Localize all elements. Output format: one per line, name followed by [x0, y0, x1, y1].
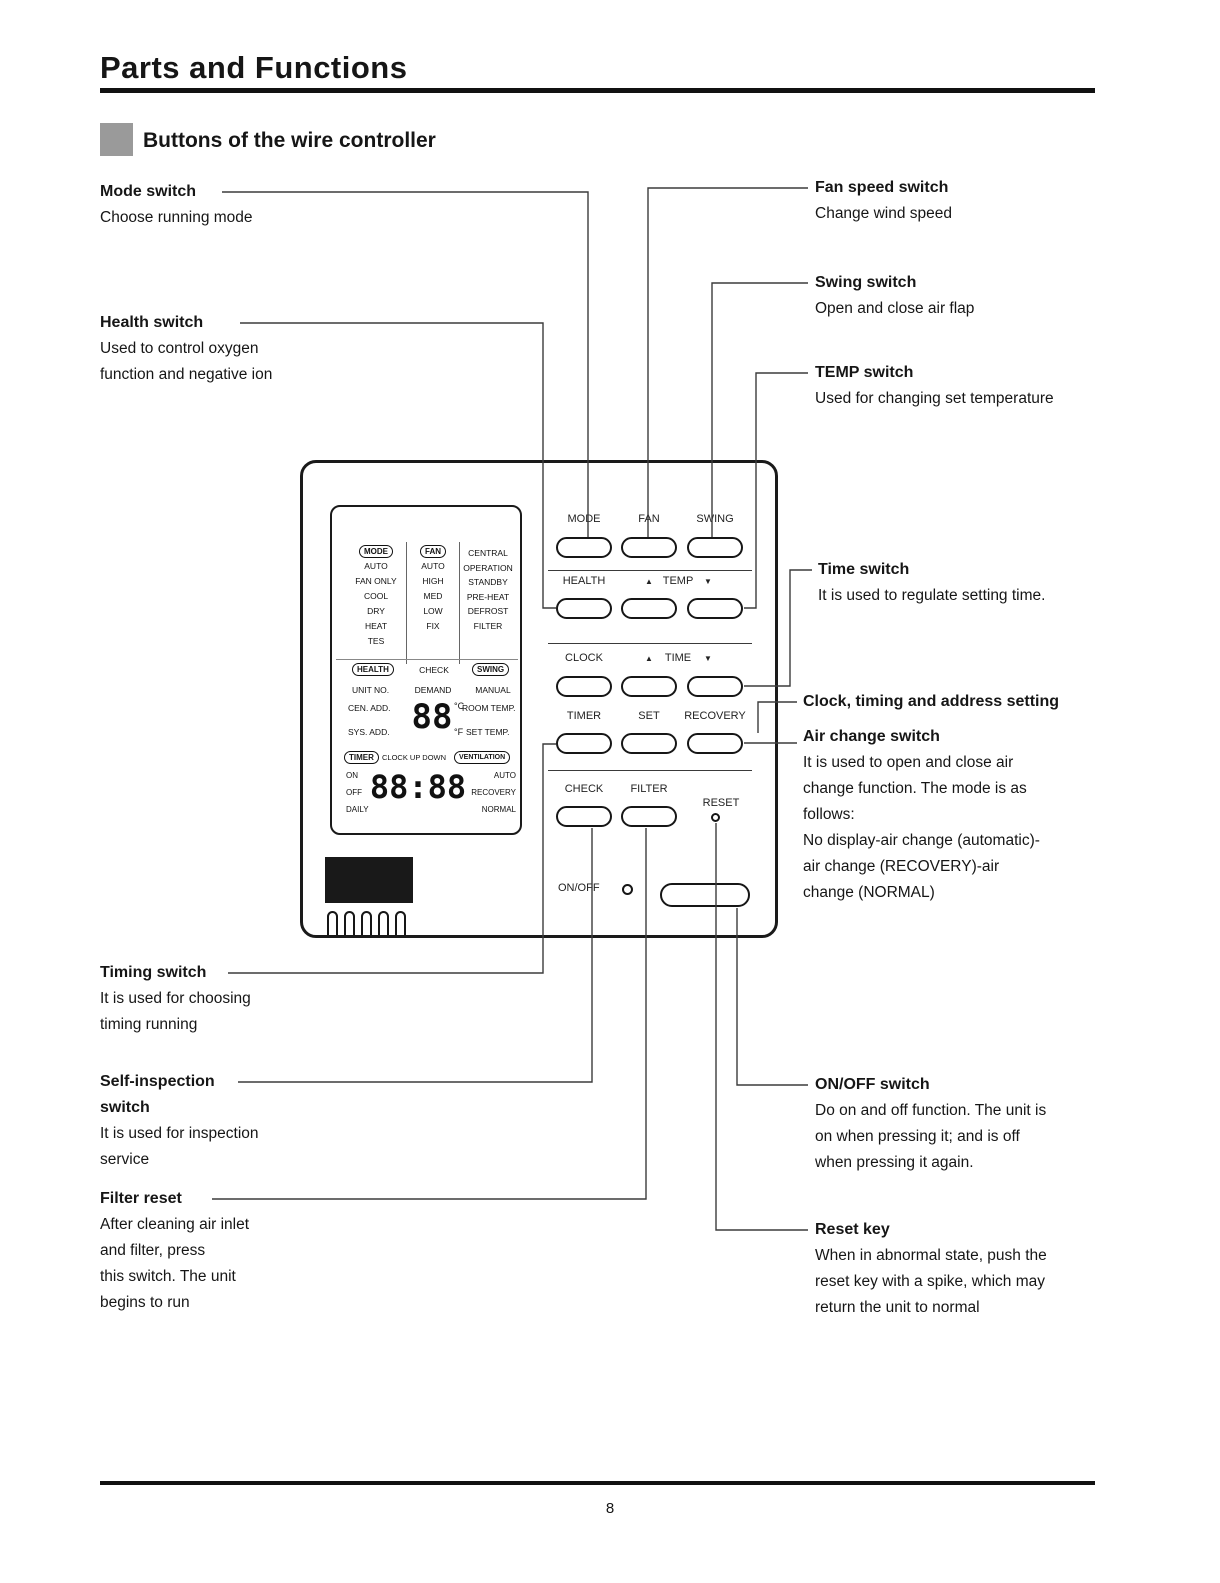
lcd-mode-column: MODE AUTO FAN ONLY COOL DRY HEAT TES — [355, 547, 397, 646]
controller-brand-plate — [325, 857, 413, 903]
lcd-set-temp-label: SET TEMP. — [466, 727, 510, 737]
lcd-divider — [459, 542, 460, 664]
lcd-time-digits: 88:88 — [369, 768, 467, 806]
lcd-display — [330, 505, 522, 835]
callout-title: Time switch — [818, 561, 910, 578]
time-down-button — [687, 676, 743, 697]
callout-title: Reset key — [815, 1221, 890, 1238]
callout-clock-setting — [803, 689, 1059, 715]
lcd-off-label: OFF — [346, 788, 362, 797]
recovery-button — [687, 733, 743, 754]
filter-button — [621, 806, 677, 827]
page-number: 8 — [605, 1500, 615, 1517]
filter-button-label: FILTER — [630, 783, 668, 795]
page-title: Parts and Functions — [100, 50, 408, 85]
lcd-deg-c: °C — [454, 701, 465, 711]
lcd-mode-badge: MODE — [359, 545, 393, 558]
lcd-divider — [406, 542, 407, 664]
check-button — [556, 806, 612, 827]
vent-slot — [344, 911, 355, 935]
lcd-timer-badge: TIMER — [344, 751, 379, 764]
footer-rule — [100, 1481, 1095, 1485]
lcd-room-temp-label: ROOM TEMP. — [462, 703, 516, 713]
lcd-check-label: CHECK — [419, 665, 449, 675]
callout-title: Clock, timing and address setting — [803, 693, 1060, 710]
timer-button — [556, 733, 612, 754]
callout-temp-switch: TEMP switch Used for changing set temperature — [815, 360, 1054, 412]
health-button-label: HEALTH — [562, 575, 606, 587]
lcd-fan-column: FAN AUTO HIGH MED LOW FIX — [421, 547, 445, 631]
lcd-auto-label: AUTO — [493, 771, 516, 780]
time-up-arrow-icon: ▲ — [645, 654, 653, 663]
callout-title: Health switch — [100, 314, 204, 331]
timer-button-label: TIMER — [566, 710, 602, 722]
temp-up-arrow-icon: ▲ — [645, 577, 653, 586]
callout-self-inspection-switch: Self-inspection switch It is used for inspection service — [100, 1069, 259, 1173]
lcd-ventilation-badge: VENTILATION — [454, 751, 510, 764]
lcd-fan-badge: FAN — [420, 545, 446, 558]
callout-title: Filter reset — [100, 1190, 182, 1207]
callout-title: Self-inspection — [100, 1073, 215, 1090]
time-button-label: TIME — [664, 652, 692, 664]
lcd-swing-badge: SWING — [472, 663, 509, 676]
reset-key — [711, 813, 720, 822]
onoff-button — [660, 883, 750, 907]
mode-button — [556, 537, 612, 558]
time-down-arrow-icon: ▼ — [704, 654, 712, 663]
wire-controller-illustration — [300, 460, 778, 938]
temp-down-arrow-icon: ▼ — [704, 577, 712, 586]
check-button-label: CHECK — [564, 783, 604, 795]
time-up-button — [621, 676, 677, 697]
lcd-normal-label: NORMAL — [481, 805, 516, 814]
fan-button-label: FAN — [638, 513, 660, 525]
health-button — [556, 598, 612, 619]
vent-slot — [378, 911, 389, 935]
callout-title: Timing switch — [100, 964, 207, 981]
callout-mode-switch: Mode switch Choose running mode — [100, 179, 253, 231]
section-heading: Buttons of the wire controller — [143, 129, 436, 152]
clock-button — [556, 676, 612, 697]
recovery-button-label: RECOVERY — [684, 710, 746, 722]
callout-title: switch — [100, 1099, 150, 1116]
vent-slot — [361, 911, 372, 935]
callout-title: Air change switch — [803, 728, 940, 745]
mode-button-label: MODE — [567, 513, 601, 525]
lcd-cen-add-label: CEN. ADD. — [348, 703, 391, 713]
lcd-divider — [336, 659, 518, 660]
callout-reset-key: Reset key When in abnormal state, push the reset key with a spike, which may return the unit to normal — [815, 1217, 1047, 1321]
callout-fan-speed-switch: Fan speed switch Change wind speed — [815, 175, 952, 227]
clock-button-label: CLOCK — [565, 652, 603, 664]
fan-button — [621, 537, 677, 558]
lcd-health-badge: HEALTH — [352, 663, 394, 676]
callout-title: Fan speed switch — [815, 179, 949, 196]
button-group-divider — [548, 643, 752, 644]
temp-button-label: TEMP — [662, 575, 694, 587]
swing-button — [687, 537, 743, 558]
callout-title: Swing switch — [815, 274, 917, 291]
lcd-daily-label: DAILY — [346, 805, 369, 814]
onoff-led-indicator — [622, 884, 633, 895]
callout-title: ON/OFF switch — [815, 1076, 930, 1093]
lcd-clock-up-down-label: CLOCK UP DOWN — [382, 753, 447, 762]
temp-down-button — [687, 598, 743, 619]
callout-swing-switch: Swing switch Open and close air flap — [815, 270, 974, 322]
vent-slot — [327, 911, 338, 935]
callout-title: TEMP switch — [815, 364, 914, 381]
button-group-divider — [548, 570, 752, 571]
callout-timing-switch: Timing switch It is used for choosing timing running — [100, 960, 251, 1038]
lcd-demand-label: DEMAND — [414, 685, 452, 695]
callout-onoff-switch: ON/OFF switch Do on and off function. The unit is on when pressing it; and is off when pressing it again. — [815, 1072, 1046, 1176]
section-bullet-square — [100, 123, 133, 156]
lcd-manual-label: MANUAL — [475, 685, 511, 695]
lcd-sys-add-label: SYS. ADD. — [348, 727, 390, 737]
callout-filter-reset: Filter reset After cleaning air inlet and filter, press this switch. The unit begins to run — [100, 1186, 249, 1316]
callout-title: Mode switch — [100, 183, 197, 200]
temp-up-button — [621, 598, 677, 619]
set-button — [621, 733, 677, 754]
callout-time-switch: Time switch It is used to regulate setting time. — [818, 557, 1045, 609]
button-group-divider — [548, 770, 752, 771]
lcd-deg-f: °F — [454, 727, 464, 737]
reset-key-label: RESET — [702, 797, 740, 809]
lcd-central-column: CENTRAL OPERATION STANDBY PRE-HEAT DEFROST FILTER — [463, 548, 513, 631]
callout-health-switch: Health switch Used to control oxygen function and negative ion — [100, 310, 272, 388]
lcd-temp-digits: 88 — [411, 697, 453, 737]
title-rule — [100, 88, 1095, 93]
lcd-unit-no-label: UNIT NO. — [352, 685, 390, 695]
onoff-button-label: ON/OFF — [558, 882, 600, 894]
vent-slot — [395, 911, 406, 935]
lcd-on-label: ON — [346, 771, 358, 780]
swing-button-label: SWING — [696, 513, 734, 525]
callout-air-change-switch: Air change switch It is used to open and close air change function. The mode is as follows: No display-air change (automatic)- air change (RECOVERY)-air change (NORMAL) — [803, 724, 1040, 906]
set-button-label: SET — [638, 710, 660, 722]
lcd-recovery-label: RECOVERY — [471, 788, 516, 797]
